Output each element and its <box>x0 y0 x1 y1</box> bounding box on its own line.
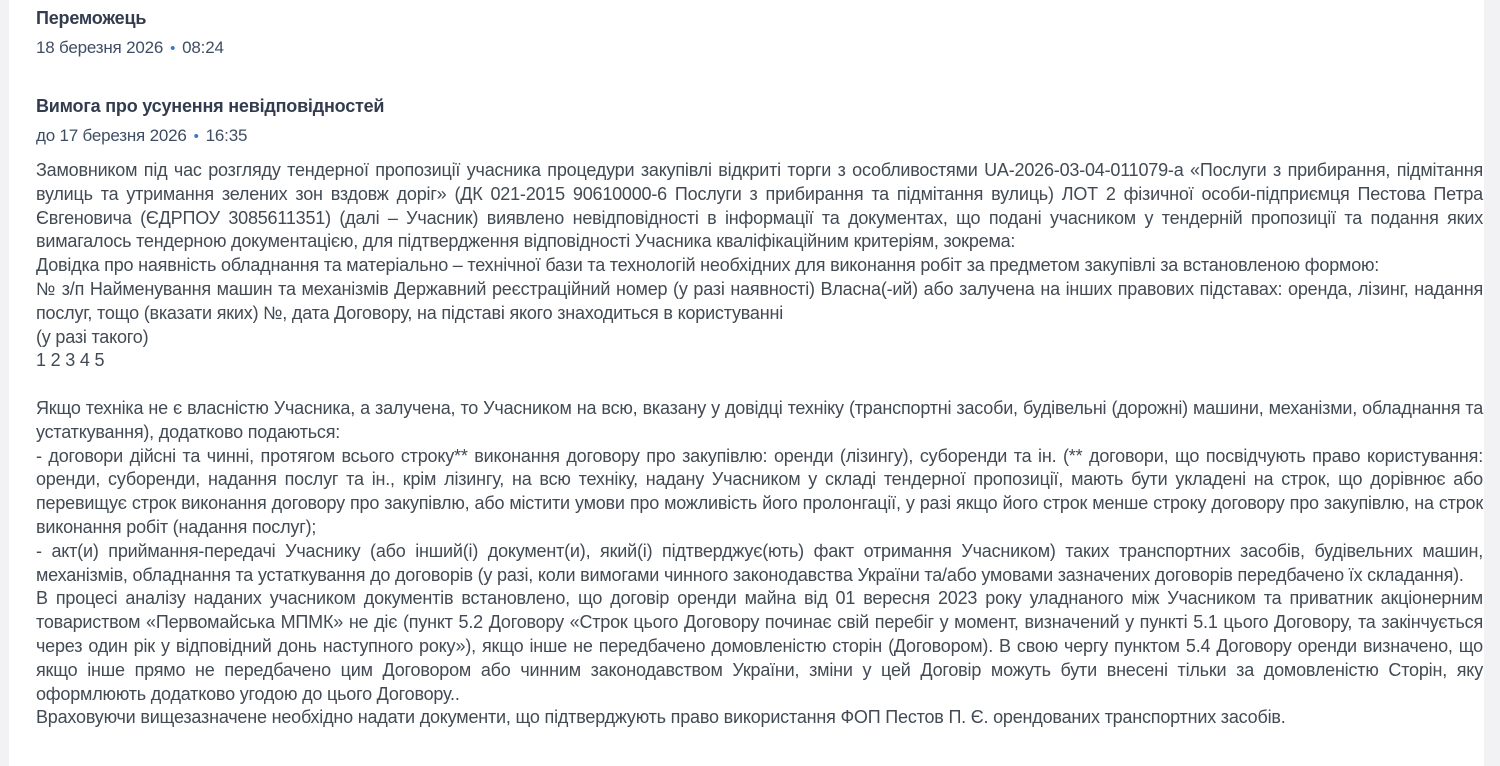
event-requirement <box>36 94 1484 149</box>
doc-section-attached-documents <box>36 397 1483 730</box>
doc-paragraph: Враховуючи вищезазначене необхідно надати документи, що підтверджують право використання ФОП Пестов П. Є. орендованих транспортних засобів. <box>36 707 1286 728</box>
doc-paragraph: № з/п Найменування машин та механізмів Державний реєстраційний номер (у разі наявності) Власна(-ий) або залучена на інших правових підставах: оренда, лізинг, надання послуг, тощо (вказати яких) №, дата Договору, на підставі якого знаходиться в користуванні <box>36 278 1483 323</box>
event-winner-time: 08:24 <box>182 38 224 57</box>
event-requirement-time: 16:35 <box>205 126 248 145</box>
doc-paragraph: В процесі аналізу наданих учасником документів встановлено, що договір оренди майна від 01 вересня 2023 року уладнаного між Учасником та приватник акціонерним товариством «Первомайська МПМК» не діє (пункт 5.2 Договору «Строк цього Договору починає свій перебіг у момент, визначений у пункті 5.1 цього Договору, та закінчується через один рік у відповідний донь наступного року»), якщо інше не передбачено домовленістю сторін (Договором). В свою чергу пунктом 5.4 Договору оренди визначено, що якщо інше прямо не передбачено цим Договором або чинним законодавством України, зміни у цей Договір можуть бути внесені тільки за домовленістю Сторін, яку оформлюють додатково угодою до цього Договору.. <box>36 588 1483 704</box>
doc-paragraph: 1 2 3 4 5 <box>36 350 105 371</box>
doc-paragraph: (у разі такого) <box>36 326 149 347</box>
event-requirement-datetime <box>36 124 1484 149</box>
event-requirement-date: до 17 березня 2026 <box>36 126 187 145</box>
tender-events-panel <box>9 0 1484 766</box>
event-winner-title: Переможець <box>36 8 147 28</box>
event-winner-date: 18 березня 2026 <box>36 38 164 57</box>
doc-paragraph: - договори дійсні та чинні, протягом всього строку** виконання договору про закупівлю: оренди (лізингу), суборенди та ін. (** договори, що посвідчують право користування: оренди, суборенди, надання послуг та ін., крім лізингу, на всю техніку, надану Учасником у складі тендерної пропозиції, мають бути укладені на строк, що дорівнює або перевищує строк виконання договору про закупівлю, або містити умови про можливість його пролонгації, у разі якщо його строк менше строку договору про закупівлю, на строк виконання робіт (надання послуг); <box>36 445 1483 537</box>
doc-paragraph: Якщо техніка не є власністю Учасника, а залучена, то Учасником на всю, вказану у довідці техніку (транспортні засоби, будівельні (дорожні) машини, механізми, обладнання та устаткування), додатково подаються: <box>36 397 1483 442</box>
doc-paragraph: - акт(и) приймання-передачі Учаснику (або інший(і) документ(и), який(і) підтверджує(ють) факт отримання Учасником) таких транспортних засобів, будівельних машин, механізмів, обладнання та устаткування до договорів (у разі, коли вимогами чинного законодавства України та/або умовами зазначених договорів передбачено їх складання). <box>36 540 1483 585</box>
date-time-separator-dot: • <box>170 40 176 57</box>
doc-paragraph: Замовником під час розгляду тендерної пропозиції учасника процедури закупівлі відкриті торги з особливостями UA-2026-03-04-011079-а «Послуги з прибирання, підмітання вулиць та утримання зелених зон вздовж доріг» (ДК 021-2015 90610000-6 Послуги з прибирання та підмітання вулиць) ЛОТ 2 фізичної особи-підприємця Пестова Петра Євгеновича (ЄДРПОУ 3085611351) (далі – Учасник) виявлено невідповідності в інформації та документах, що подані учасником у тендерній пропозиції та подання яких вимагалось тендерною документацією, для підтвердження відповідності Учасника кваліфікаційним критеріям, зокрема: <box>36 160 1483 252</box>
event-winner <box>36 6 1484 61</box>
requirement-document-text <box>36 159 1483 730</box>
event-winner-datetime <box>36 36 1484 61</box>
doc-paragraph: Довідка про наявність обладнання та матеріально – технічної бази та технологій необхідних для виконання робіт за предметом закупівлі за встановленою формою: <box>36 255 1380 276</box>
doc-section-equipment-list <box>36 159 1483 373</box>
event-requirement-title: Вимога про усунення невідповідностей <box>36 96 385 116</box>
date-time-separator-dot: • <box>193 128 199 145</box>
